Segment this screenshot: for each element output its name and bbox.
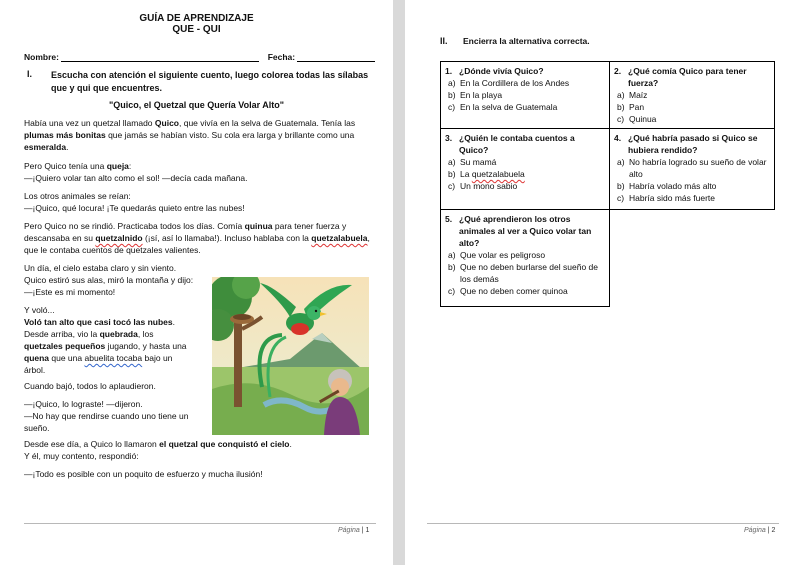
option-text: Pan	[629, 102, 645, 112]
answer-option[interactable]	[445, 77, 605, 89]
bold-word: plumas más bonitas	[24, 130, 106, 140]
bold-word: queja	[106, 161, 129, 171]
story-paragraph	[24, 220, 376, 256]
question-number: 4.	[614, 133, 622, 143]
story-paragraph: —¡Todo es posible con un poquito de esfuerzo y mucha ilusión!	[24, 469, 263, 479]
answer-option[interactable]	[445, 101, 605, 113]
bold-word: quebrada	[99, 329, 138, 339]
option-text: Que no deben burlarse del sueño de los demás	[460, 262, 598, 284]
question-text	[614, 132, 770, 156]
question-number: 2.	[614, 66, 622, 76]
text-run: Pero Quico tenía una	[24, 161, 107, 171]
option-letter: a)	[448, 78, 456, 88]
option-letter: c)	[617, 193, 625, 203]
option-text: Habría volado más alto	[629, 181, 717, 191]
answer-option[interactable]	[614, 89, 770, 101]
answer-option[interactable]	[614, 156, 770, 180]
question-number: 3.	[445, 133, 453, 143]
answer-option[interactable]	[445, 156, 605, 168]
story-paragraph: —No hay que rendirse cuando uno tiene un sueño.	[24, 411, 189, 433]
text-run: Desde ese día, a Quico lo llamaron	[24, 439, 160, 449]
section-number: II.	[440, 36, 448, 46]
question-cell	[609, 61, 775, 129]
question-number: 5.	[445, 214, 453, 224]
option-text: La quetzalabuela	[460, 169, 525, 179]
page-2	[405, 0, 800, 565]
name-label: Nombre:	[24, 52, 59, 62]
option-letter: c)	[448, 102, 456, 112]
story-paragraph: Y voló...	[24, 305, 55, 315]
guide-title: GUÍA DE APRENDIZAJE	[139, 13, 254, 24]
bold-word: el quetzal que conquistó el cielo	[159, 439, 290, 449]
question-cell	[440, 128, 610, 210]
date-label: Fecha:	[267, 52, 296, 62]
option-text: En la selva de Guatemala	[460, 102, 558, 112]
page-footer-rule	[427, 523, 779, 524]
page-footer	[338, 527, 369, 534]
option-letter: a)	[617, 90, 625, 100]
answer-option[interactable]	[445, 285, 605, 297]
page-label: Página	[338, 527, 360, 534]
answer-option[interactable]	[445, 249, 605, 261]
answer-option[interactable]	[614, 180, 770, 192]
story-paragraph	[24, 160, 376, 172]
text-run: Desde arriba, vio la	[24, 329, 100, 339]
story-paragraph	[24, 117, 376, 153]
option-text: Maíz	[629, 90, 648, 100]
bold-word: quetzales pequeños	[24, 341, 106, 351]
option-text: Que no deben comer quinoa	[460, 286, 568, 296]
option-text: Un mono sabio	[460, 181, 518, 191]
question-text	[614, 65, 770, 89]
option-letter: b)	[448, 262, 456, 272]
answer-option[interactable]	[614, 192, 770, 204]
text-run: que jamás se habían visto. Su cola era larga y brillante como una	[105, 130, 355, 140]
footer-separator: |	[767, 527, 770, 534]
footer-separator: |	[361, 527, 364, 534]
bold-word: quetzalabuela	[311, 233, 368, 243]
story-paragraph: Un día, el cielo estaba claro y sin viento.	[24, 263, 177, 273]
text-run: que una	[49, 353, 85, 363]
section-instruction: Encierra la alternativa correcta.	[463, 36, 590, 46]
question-cell	[440, 209, 610, 307]
date-field[interactable]	[297, 52, 375, 62]
option-text: En la Cordillera de los Andes	[460, 78, 570, 88]
story-paragraph: —¡Quico, qué locura! ¡Te quedarás quieto entre las nubes!	[24, 203, 245, 213]
question-label: ¿Qué comía Quico para tener fuerza?	[628, 66, 747, 88]
page-label: Página	[744, 527, 766, 534]
bold-word: Quico	[154, 118, 179, 128]
bold-word: esmeralda	[24, 142, 67, 152]
option-letter: b)	[617, 181, 625, 191]
bold-word: quena	[24, 353, 50, 363]
story-paragraph: Quico estiró sus alas, miró la montaña y dijo:	[24, 275, 194, 285]
question-label: ¿Dónde vivía Quico?	[459, 66, 544, 76]
question-number: 1.	[445, 66, 453, 76]
text-run: bajo un árbol.	[24, 353, 173, 375]
option-text: Habría sido más fuerte	[629, 193, 715, 203]
text-run: , los	[137, 329, 154, 339]
question-label: ¿Qué aprendieron los otros animales al ver a Quico volar tan alto?	[459, 214, 592, 248]
answer-option[interactable]	[445, 89, 605, 101]
text-run: :	[128, 161, 132, 171]
answer-option[interactable]	[445, 261, 605, 285]
option-letter: b)	[448, 169, 456, 179]
text-run: (¡sí, así lo llamaba!). Incluso hablaba con la	[142, 233, 312, 243]
page-number: 1	[365, 527, 370, 534]
option-letter: b)	[617, 102, 625, 112]
story-paragraph: Los otros animales se reían:	[24, 191, 131, 201]
page-footer	[744, 527, 775, 534]
bold-word: quetzalnido	[95, 233, 143, 243]
option-text: No habría logrado su sueño de volar alto	[629, 157, 767, 179]
option-letter: c)	[448, 181, 456, 191]
option-text: Quinua	[629, 114, 657, 124]
story-paragraph	[24, 438, 376, 450]
option-letter: b)	[448, 90, 456, 100]
answer-option[interactable]	[614, 101, 770, 113]
text-run: .	[66, 142, 69, 152]
name-date-row	[24, 52, 375, 62]
question-cell	[609, 128, 775, 210]
bold-word: Voló tan alto que casi tocó las nubes	[24, 317, 173, 327]
option-text: Que volar es peligroso	[460, 250, 546, 260]
story-paragraph: —¡Este es mi momento!	[24, 287, 116, 297]
option-letter: a)	[448, 157, 456, 167]
text-run: Pero Quico no se rindió. Practicaba todos los días. Comía	[24, 221, 245, 231]
question-text	[445, 213, 605, 249]
text-run: jugando, y hasta una	[105, 341, 187, 351]
option-text: En la playa	[460, 90, 503, 100]
story-paragraph: —¡Quiero volar tan alto como el sol! —decía cada mañana.	[24, 173, 248, 183]
text-run: .	[289, 439, 292, 449]
quetzal-illustration	[212, 277, 369, 435]
text-run: quetzalabuela	[471, 169, 525, 179]
option-letter: c)	[448, 286, 456, 296]
story-paragraph	[24, 328, 192, 376]
story-paragraph: Cuando bajó, todos lo aplaudieron.	[24, 381, 156, 391]
story-paragraph: —¡Quico, lo lograste! —dijeron.	[24, 399, 143, 409]
question-cell	[440, 61, 610, 129]
guide-subtitle: QUE - QUI	[172, 24, 221, 35]
text-run: abuelita tocaba	[84, 353, 143, 363]
option-letter: c)	[617, 114, 625, 124]
question-label: ¿Quién le contaba cuentos a Quico?	[459, 133, 575, 155]
question-text	[445, 132, 605, 156]
section-instruction: Escucha con atención el siguiente cuento, luego colorea todas las sílabas que y qui que encuentres.	[51, 70, 369, 93]
option-letter: a)	[448, 250, 456, 260]
section-number: I.	[27, 69, 33, 79]
name-field[interactable]	[61, 52, 259, 62]
text-run: , que le contaba cuentos de quetzales valientes.	[24, 233, 370, 255]
option-text: Su mamá	[460, 157, 497, 167]
text-run: , que vivía en la selva de Guatemala. Tenía las	[179, 118, 356, 128]
text-run: Había una vez un quetzal llamado	[24, 118, 155, 128]
page-1	[0, 0, 393, 565]
bold-word: quinua	[244, 221, 273, 231]
answer-option[interactable]	[445, 180, 605, 192]
question-text	[445, 65, 605, 77]
text-run: para tener fuerza y descansaba en su	[24, 221, 347, 243]
answer-option[interactable]	[445, 168, 605, 180]
story-paragraph: Y él, muy contento, respondió:	[24, 451, 139, 461]
option-letter: a)	[617, 157, 625, 167]
page-footer-rule	[24, 523, 376, 524]
answer-option[interactable]	[614, 113, 770, 125]
story-title: "Quico, el Quetzal que Quería Volar Alto"	[108, 100, 285, 110]
question-label: ¿Qué habría pasado si Quico se hubiera rendido?	[628, 133, 758, 155]
text-run: .	[172, 317, 175, 327]
page-number: 2	[771, 527, 776, 534]
